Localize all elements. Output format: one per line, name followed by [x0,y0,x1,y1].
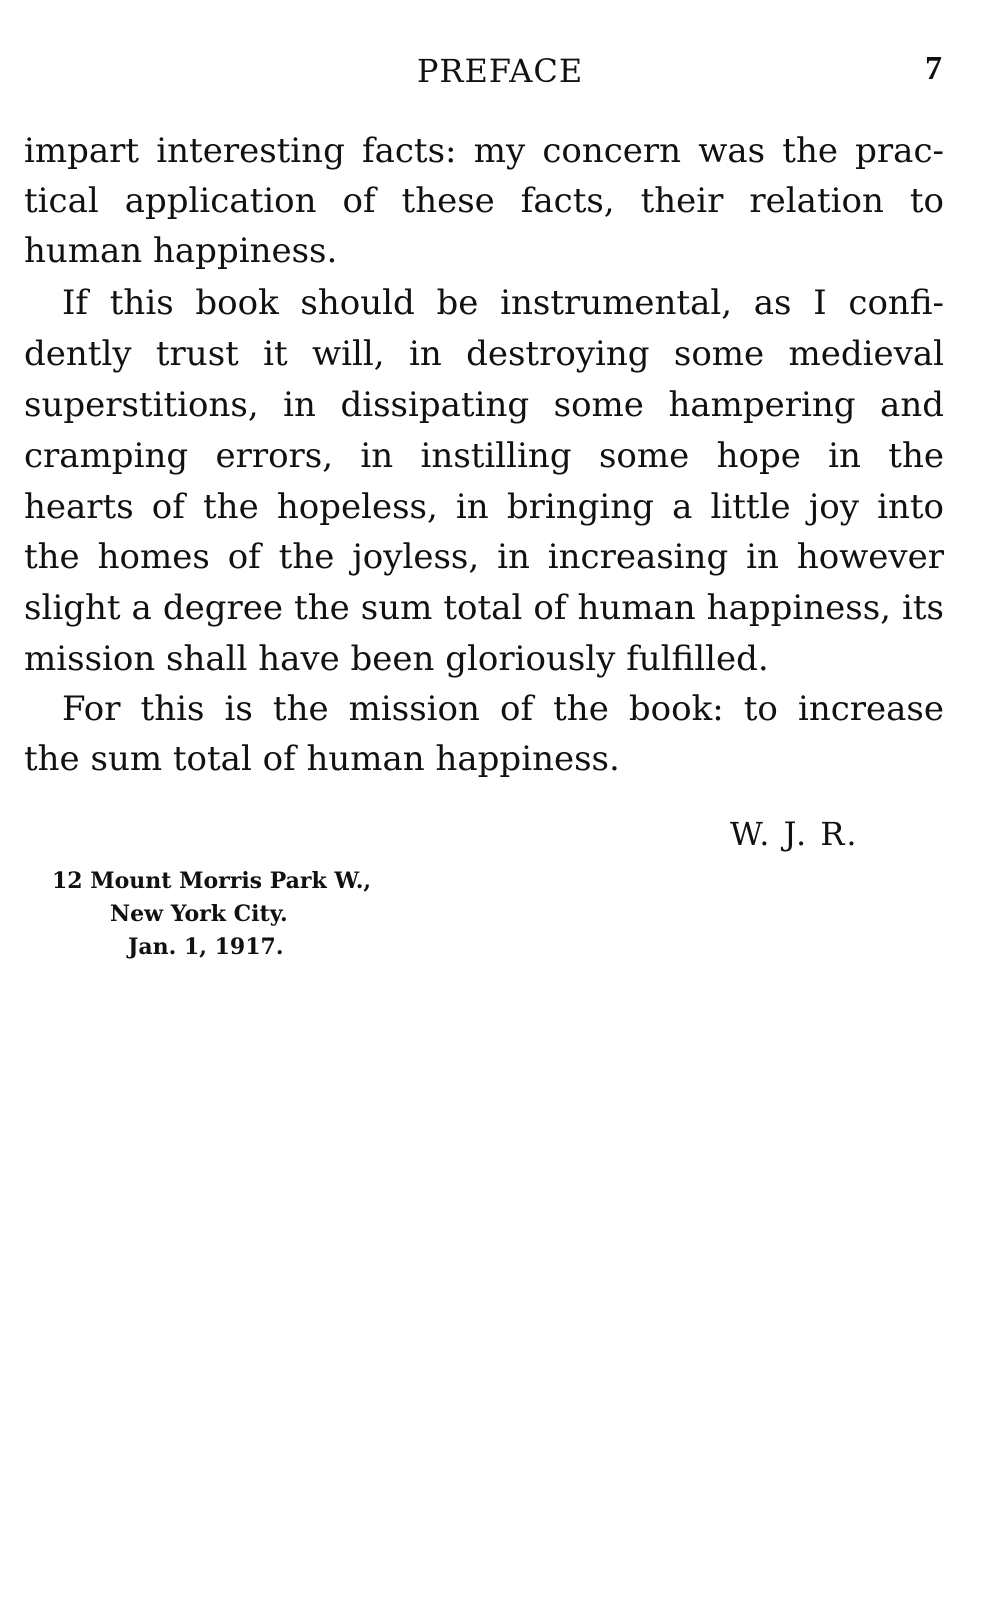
text-line: If this book should be instrumental, as I confi- [62,283,944,323]
text-line: tical application of these facts, their relation to [24,181,944,221]
address-date: Jan. 1, 1917. [128,934,284,960]
address-city: New York City. [110,901,288,927]
text-line: human happiness. [24,231,338,271]
running-header-title: PREFACE [416,52,584,90]
text-line: hearts of the hopeless, in bringing a little joy into [24,487,944,527]
text-line: impart interesting facts: my concern was the prac- [24,131,944,171]
author-initials: W. J. R. [730,815,859,853]
text-line: the homes of the joyless, in increasing in however [24,537,944,577]
page-number: 7 [925,50,942,87]
text-line: slight a degree the sum total of human happiness, its [24,588,944,628]
text-line: cramping errors, in instilling some hope in the [24,436,944,476]
text-line: superstitions, in dissipating some hampering and [24,385,944,425]
text-line: mission shall have been gloriously fulfilled. [24,639,769,679]
text-line: For this is the mission of the book: to increase [62,689,944,729]
text-line: the sum total of human happiness. [24,739,620,779]
text-line: dently trust it will, in destroying some medieval [24,334,944,374]
address-street: 12 Mount Morris Park W., [52,868,372,894]
